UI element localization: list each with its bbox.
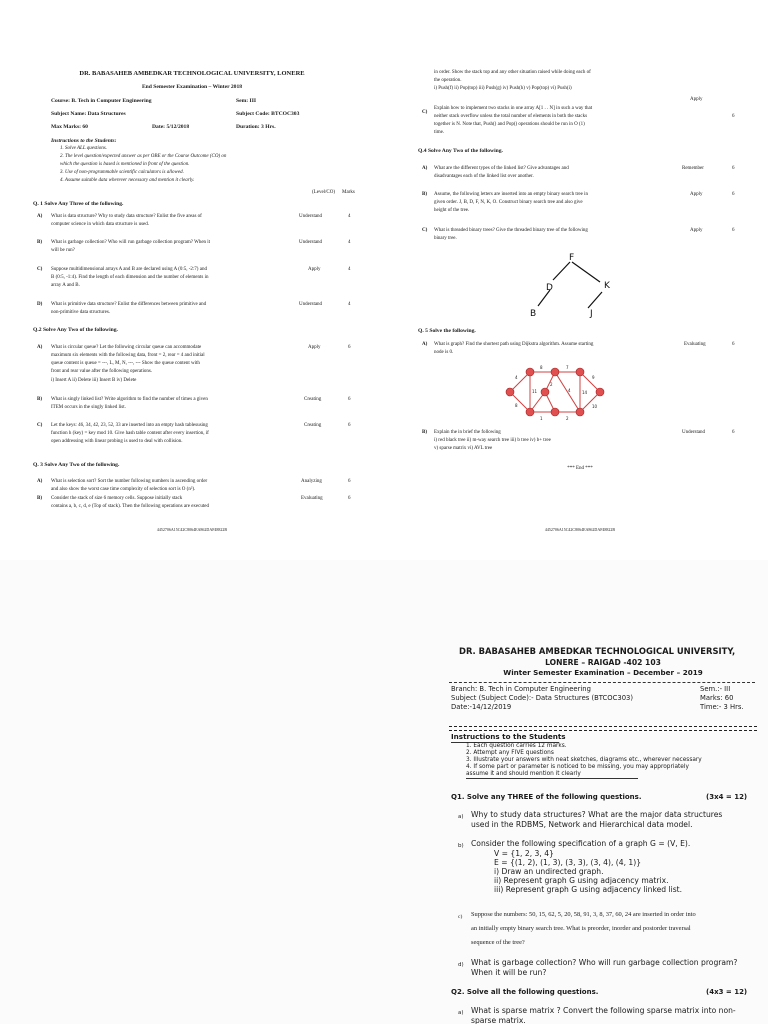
q3a-text: What is selection sort? Sort the number following numbers in ascending order [51, 479, 208, 484]
q1d-label: D) [37, 302, 43, 307]
q4c-text: binary tree. [434, 236, 457, 241]
q1c-text: array A and B. [51, 283, 80, 288]
q1b-text-2019: Consider the following specification of a graph G = (V, E). [471, 839, 691, 848]
stack-question-text: in order. Show the stack top and any other situation raised while doing each of [434, 70, 591, 75]
graph-weight: 1 [540, 416, 543, 421]
q4a-text: disadvantages each of the linked list over another. [434, 174, 534, 179]
column-level-header: (Level/CO) [312, 190, 336, 195]
q1b-text-2019: iii) Represent graph G using adjacency linked list. [494, 885, 683, 894]
q3b-marks: 6 [348, 496, 351, 501]
graph-node [526, 368, 534, 376]
q2a-text: queue content is queue = ---, L, M, N, ---, --- Show the queue content with [51, 361, 200, 366]
q2b-level: Creating [304, 397, 322, 402]
q2b-label: B) [37, 397, 42, 402]
q3c-text: neither stack overflow unless the total number of elements in both the stacks [434, 114, 588, 119]
q3a-text: and also show the worst case time complexity of selection sort is O (n²). [51, 487, 196, 492]
instructions-bottom-rule [466, 778, 638, 779]
exam-title-2019: Winter Semester Examination – December – 2019 [503, 668, 703, 677]
q1a-marks: 4 [348, 214, 351, 219]
q5a-text: node is 0. [434, 350, 454, 355]
q4-heading: Q.4 Solve Any Two of the following. [418, 148, 503, 154]
q2c-text: function h (key) = key mod 10. Give hash table content after every insertion, if [51, 431, 209, 436]
q2c-text: Let the keys: 46, 34, 42, 23, 52, 33 are inserted into an empty hash tablesusing [51, 423, 208, 428]
instruction-item: 2. The level question/expected answer as per OBE or the Course Outcome (CO) on [60, 154, 227, 159]
graph-node [576, 368, 584, 376]
sem-line: Sem.:- III [700, 685, 731, 693]
q1b-text: will be run? [51, 248, 75, 253]
q2a-label-2019: a) [458, 1010, 464, 1016]
q2a-text-2019: sparse matrix. [471, 1016, 526, 1024]
graph-node [526, 408, 534, 416]
graph-weight: 2 [550, 382, 553, 387]
q3a-level: Analyzing [301, 479, 322, 484]
q1b-text-2019: i) Draw an undirected graph. [494, 867, 604, 876]
q1c-text-2019: sequence of the tree? [471, 939, 525, 946]
instruction-item: 4. Assume suitable data wherever necessary and mention it clearly. [60, 178, 195, 183]
graph-weight: 8 [540, 365, 543, 370]
instruction-item: which the question is based is mentioned in front of the question. [60, 162, 190, 167]
instruction-item: 2. Attempt any FIVE questions [466, 750, 554, 756]
sem-line: Sem: III [236, 98, 257, 104]
weighted-graph-diagram [500, 362, 610, 422]
q4c-text: What is threaded binary trees? Give the threaded binary tree of the following [434, 228, 588, 233]
marks-line: Marks: 60 [700, 694, 734, 702]
q3a-marks: 6 [348, 479, 351, 484]
q1b-text-2019: ii) Represent graph G using adjacency matrix. [494, 876, 669, 885]
q3b-text: Consider the stack of size 6 memory cells. Suppose initially stack [51, 496, 183, 501]
q3a-label: A) [37, 479, 43, 484]
q3c-text: Explain how to implement two stacks in one array A[1 . . N] in such a way that [434, 106, 593, 111]
graph-weight: 2 [566, 416, 569, 421]
q2c-label: C) [37, 423, 43, 428]
q1b-text-2019: V = {1, 2, 3, 4} [494, 849, 554, 858]
q4c-level: Apply [690, 228, 703, 233]
instructions-heading-2019: Instructions to the Students [451, 732, 566, 741]
q2a-text-2019: What is sparse matrix ? Convert the following sparse matrix into non- [471, 1006, 736, 1015]
q1b-level: Understand [299, 240, 323, 245]
q2a-marks: 6 [348, 345, 351, 350]
q2a-text: maximum six elements with the following data, front = 2, rear = 4 and initial [51, 353, 205, 358]
q4c-marks: 6 [732, 228, 735, 233]
course-line: Course: B. Tech in Computer Engineering [51, 98, 152, 104]
university-title: DR. BABASAHEB AMBEDKAR TECHNOLOGICAL UNIVERSITY, LONERE [79, 70, 305, 77]
q3c-marks: 6 [732, 114, 735, 119]
q1-marks-2019: (3x4 = 12) [706, 793, 748, 801]
date-line: Date: 5/12/2018 [152, 124, 190, 130]
q4a-marks: 6 [732, 166, 735, 171]
q2a-text: i) Insert A ii) Delete iii) Insert B iv) Delete [51, 378, 137, 383]
q2a-level: Apply [308, 345, 321, 350]
exam-title: End Semester Examination – Winter 2018 [141, 84, 243, 90]
graph-weight: 9 [592, 375, 595, 380]
graph-node [596, 388, 604, 396]
q5-heading: Q. 5 Solve the following. [418, 328, 476, 334]
q5b-marks: 6 [732, 430, 735, 435]
q5b-text: Explain the in brief the following [434, 430, 501, 435]
q2-marks-2019: (4x3 = 12) [706, 988, 748, 996]
q4a-label: A) [422, 166, 428, 171]
max-marks-line: Max Marks: 60 [51, 124, 88, 130]
q5a-label: A) [422, 342, 428, 347]
tree-edge [588, 292, 602, 308]
q1d-label-2019: d) [458, 962, 464, 968]
q3b-text: contains a, b, c, d, e (Top of stack). Then the following operations are executed [51, 504, 209, 509]
graph-weight: 4 [568, 388, 571, 393]
q1c-label: C) [37, 267, 43, 272]
graph-weight: 14 [582, 390, 588, 395]
instruction-item: 4. If some part or parameter is noticed to be missing, you may appropriately [466, 764, 689, 770]
graph-weight: 10 [592, 404, 598, 409]
graph-node [551, 368, 559, 376]
q1c-text: B (0:5, -1:4). Find the length of each dimension and the number of elements in [51, 275, 209, 280]
q1-heading: Q. 1 Solve Any Three of the following. [33, 201, 124, 207]
exam-page-winter-2018-part2 [392, 0, 768, 560]
tree-edge [553, 262, 570, 280]
q2b-marks: 6 [348, 397, 351, 402]
q1d-text: What is primitive data structure? Enlist the differences between primitive and [51, 302, 207, 307]
graph-node [576, 408, 584, 416]
duration-line: Duration: 3 Hrs. [236, 124, 276, 130]
q2c-marks: 6 [348, 423, 351, 428]
q5b-label: B) [422, 430, 427, 435]
column-marks-header: Marks [342, 190, 355, 195]
graph-weight: 11 [532, 389, 538, 394]
time-line: Time:- 3 Hrs. [700, 703, 744, 711]
q3c-label: C) [422, 110, 428, 115]
q2-heading: Q.2 Solve Any Two of the following. [33, 327, 118, 333]
q1c-text: Suppose multidimensional arrays A and B are declared using A (0:5, -2:7) and [51, 267, 207, 272]
q5b-level: Understand [682, 430, 706, 435]
q4b-text: given order. J, B, D, F, N, K, O. Construct binary search tree and also give [434, 200, 583, 205]
date-line: Date:-14/12/2019 [451, 703, 512, 711]
subject-line: Subject (Subject Code):- Data Structures (BTCOC303) [451, 694, 633, 702]
branch-line: Branch: B. Tech in Computer Engineering [451, 685, 591, 693]
q4a-level: Remember [682, 166, 704, 171]
q1a-text: computer science in which data structure is used. [51, 222, 150, 227]
stack-question-level: Apply [690, 97, 703, 102]
q4a-text: What are the different types of the linked list? Give advantages and [434, 166, 569, 171]
header-double-divider [449, 726, 757, 731]
q1d-text-2019: What is garbage collection? Who will run garbage collection program? [471, 958, 738, 967]
q1-heading-2019: Q1. Solve any THREE of the following questions. [451, 793, 642, 801]
q3-heading: Q. 3 Solve Any Two of the following. [33, 462, 120, 468]
instruction-item: assume it and should mention it clearly [466, 771, 581, 777]
q3b-label: B) [37, 496, 42, 501]
q2c-level: Creating [304, 423, 322, 428]
tree-node-f: F [569, 253, 575, 263]
q1c-label-2019: c) [458, 914, 463, 920]
subject-code-line: Subject Code: BTCOC303 [236, 111, 300, 117]
q1a-level: Understand [299, 214, 323, 219]
q3b-level: Evaluating [301, 496, 323, 501]
instruction-item: 3. Illustrate your answers with neat sketches, diagrams etc., wherever necessary [466, 757, 702, 763]
q1d-text: non-primitive data structures. [51, 310, 111, 315]
tree-node-d: D [546, 283, 553, 293]
header-divider [449, 682, 755, 683]
page-footer-id: 4452706A15C42C8064EA862DAF48822B [156, 527, 228, 532]
instruction-item: 1. Each question carries 12 marks. [466, 743, 567, 749]
subject-name-line: Subject Name: Data Structures [51, 111, 126, 117]
q1a-text: What is data structure? Why to study data structure? Enlist the five areas of [51, 214, 202, 219]
q1d-marks: 4 [348, 302, 351, 307]
graph-node [551, 408, 559, 416]
binary-tree-diagram [520, 250, 620, 320]
end-marker: *** End *** [567, 466, 593, 471]
q2a-text: front and rear value after the following operations. [51, 369, 153, 374]
graph-weight: 4 [515, 375, 518, 380]
exam-page-winter-2019 [0, 560, 768, 1024]
q3c-text: together is N. Note that, Push() and Pop() operations should be run in O (1) [434, 122, 585, 127]
q5a-level: Evaluating [684, 342, 706, 347]
stack-question-text: i) Push(f) ii) Pop(top) iii) Push(g) iv) Push(h) v) Pop(top) vi) Push(i) [434, 86, 572, 91]
graph-node [506, 388, 514, 396]
q2a-label: A) [37, 345, 43, 350]
q1c-text-2019: an initially empty binary search tree. What is preorder, inorder and postorder traversal [471, 925, 691, 932]
q2a-text: What is circular queue? Let the following circular queue can accommodate [51, 345, 202, 350]
graph-node [541, 388, 549, 396]
q1a-label: A) [37, 214, 43, 219]
q1b-label-2019: b) [458, 843, 464, 849]
q4b-text: height of the tree. [434, 208, 470, 213]
instruction-item: 1. Solve ALL questions. [60, 146, 107, 151]
q1b-text-2019: E = {(1, 2), (1, 3), (3, 3), (3, 4), (4, 1)} [494, 858, 642, 867]
q2b-text: What is singly linked list? Write algorithm to find the number of times a given [51, 397, 208, 402]
q2-heading-2019: Q2. Solve all the following questions. [451, 988, 599, 996]
q2c-text: open addressing with linear probing is used to deal with collision. [51, 439, 183, 444]
q4b-text: Assume, the following letters are inserted into an empty binary search tree in [434, 192, 588, 197]
q2b-text: ITEM occurs in the singly linked list. [51, 405, 126, 410]
q1b-text: What is garbage collection? Who will run garbage collection program? When it [51, 240, 211, 245]
q4b-marks: 6 [732, 192, 735, 197]
q5a-marks: 6 [732, 342, 735, 347]
tree-node-b: B [530, 309, 537, 319]
instruction-item: 3. Use of non-programmable scientific calculators is allowed. [60, 170, 184, 175]
q1b-marks: 4 [348, 240, 351, 245]
q4b-level: Apply [690, 192, 703, 197]
q4c-label: C) [422, 228, 428, 233]
q1a-text-2019: used in the RDBMS, Network and Hierarchical data model. [471, 820, 693, 829]
stack-question-text: the operation. [434, 78, 462, 83]
q5b-text: v) sparse matrix vi) AVL tree [434, 446, 493, 451]
university-title-2019: DR. BABASAHEB AMBEDKAR TECHNOLOGICAL UNIVERSITY, [459, 646, 736, 656]
q1c-level: Apply [308, 267, 321, 272]
q4b-label: B) [422, 192, 427, 197]
q5a-text: What is graph? Find the shortest path using Dijkstra algorithm. Assume starting [434, 342, 594, 347]
tree-edge [572, 262, 600, 282]
page-footer-id: 4452706A15C42C8064EA862DAF48822B [544, 527, 616, 532]
graph-weight: 8 [515, 403, 518, 408]
exam-page-winter-2018-part1 [0, 0, 384, 560]
q1d-text-2019: When it will be run? [471, 968, 547, 977]
q1b-label: B) [37, 240, 42, 245]
tree-node-k: K [604, 281, 610, 291]
q1c-marks: 4 [348, 267, 351, 272]
q1a-text-2019: Why to study data structures? What are the major data structures [471, 810, 723, 819]
q1d-level: Understand [299, 302, 323, 307]
q1c-text-2019: Suppose the numbers: 50, 15, 62, 5, 20, 58, 91, 3, 8, 37, 60, 24 are inserted in order into [471, 911, 696, 918]
q1a-label-2019: a) [458, 814, 464, 820]
location-line: LONERE – RAIGAD -402 103 [545, 658, 661, 667]
q5b-text: i) red black tree ii) m-way search tree iii) b tree iv) b+ tree [434, 438, 551, 443]
instructions-heading: Instructions to the Students: [51, 138, 117, 144]
tree-node-j: J [590, 309, 593, 319]
graph-weight: 7 [566, 365, 569, 370]
q3c-text: time. [434, 130, 445, 135]
